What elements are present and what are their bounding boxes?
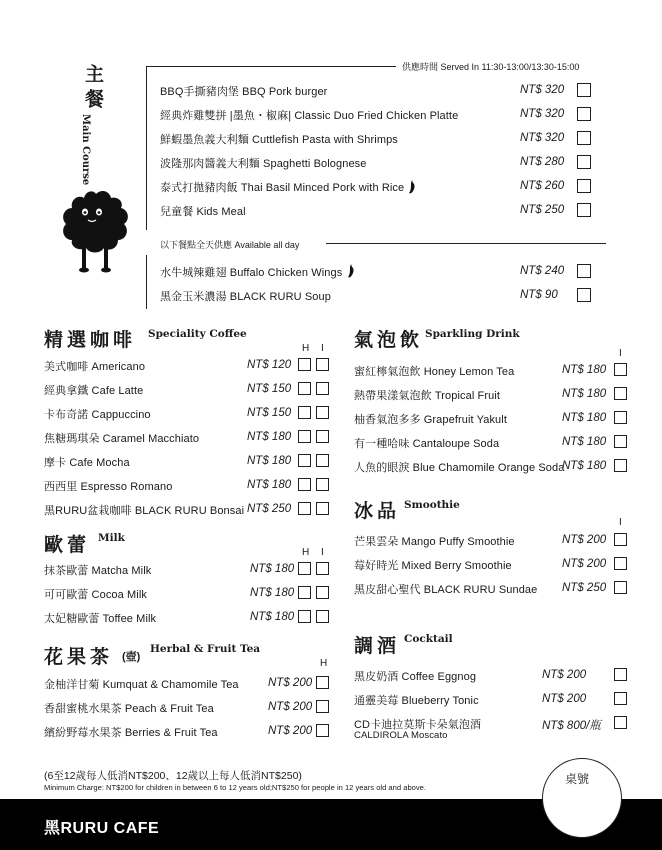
milk-checkbox-hot[interactable] — [298, 610, 311, 623]
cocktail-title: 調酒 — [354, 635, 401, 657]
allday-checkbox-order[interactable] — [577, 264, 591, 278]
main-checkbox-order[interactable] — [577, 83, 591, 97]
milk-item-price: NT$ 180 — [250, 611, 295, 623]
sparkling-checkbox-ice[interactable] — [614, 411, 627, 424]
milk-ice-header: I — [321, 547, 324, 558]
smoothie-title: 冰品 — [354, 500, 401, 522]
smoothie-item-price: NT$ 250 — [562, 582, 607, 594]
allday-item-price: NT$ 90 — [520, 289, 558, 301]
tea-checkbox-hot[interactable] — [316, 724, 329, 737]
main-item-price: NT$ 250 — [520, 204, 565, 216]
milk-item-price: NT$ 180 — [250, 587, 295, 599]
tea-checkbox-hot[interactable] — [316, 676, 329, 689]
main-course-title-cn: 主餐 — [82, 64, 104, 114]
coffee-item-price: NT$ 150 — [247, 383, 292, 395]
allday-item-name: 黑金玉米濃湯 BLACK RURU Soup — [160, 291, 331, 303]
sparkling-item-name: 人魚的眼淚 Blue Chamomile Orange Soda — [354, 462, 565, 474]
main-item-name: 兒童餐 Kids Meal — [160, 206, 246, 218]
milk-item-name: 太妃糖歐蕾 Toffee Milk — [44, 613, 157, 625]
coffee-checkbox-ice[interactable] — [316, 430, 329, 443]
coffee-checkbox-hot[interactable] — [298, 454, 311, 467]
sparkling-title: 氣泡飲 — [354, 329, 424, 351]
cocktail-item-name-en: CALDIROLA Moscato — [354, 730, 448, 741]
cocktail-checkbox-order[interactable] — [614, 692, 627, 705]
main-item-price: NT$ 320 — [520, 84, 565, 96]
min-charge-cn: (6至12歲每人低消NT$200、12歲以上每人低消NT$250) — [44, 770, 302, 782]
coffee-checkbox-hot[interactable] — [298, 406, 311, 419]
sparkling-checkbox-ice[interactable] — [614, 435, 627, 448]
coffee-item-price: NT$ 180 — [247, 455, 292, 467]
main-checkbox-order[interactable] — [577, 155, 591, 169]
sparkling-item-price: NT$ 180 — [562, 364, 607, 376]
coffee-item-price: NT$ 150 — [247, 407, 292, 419]
allday-bracket — [146, 255, 147, 309]
main-checkbox-order[interactable] — [577, 203, 591, 217]
milk-checkbox-ice[interactable] — [316, 610, 329, 623]
cocktail-title-en: Cocktail — [404, 633, 453, 645]
coffee-item-name: 卡布奇諾 Cappuccino — [44, 409, 151, 421]
smoothie-item-name: 黑皮甜心聖代 BLACK RURU Sundae — [354, 584, 538, 596]
allday-line — [326, 243, 606, 244]
tea-item-name: 香甜蜜桃水果茶 Peach & Fruit Tea — [44, 703, 214, 715]
coffee-item-name: 黑RURU盆栽咖啡 BLACK RURU Bonsai — [44, 505, 245, 517]
allday-item-price: NT$ 240 — [520, 265, 565, 277]
main-item-price: NT$ 320 — [520, 132, 565, 144]
cocktail-item-price: NT$ 200 — [542, 669, 587, 681]
coffee-checkbox-ice[interactable] — [316, 406, 329, 419]
coffee-checkbox-ice[interactable] — [316, 478, 329, 491]
milk-item-price: NT$ 180 — [250, 563, 295, 575]
service-hours: 供應時間 Served In 11:30-13:00/13:30-15:00 — [402, 62, 580, 72]
coffee-item-name: 美式咖啡 Americano — [44, 361, 146, 373]
sparkling-item-name: 有一種哈味 Cantaloupe Soda — [354, 438, 500, 450]
coffee-checkbox-ice[interactable] — [316, 454, 329, 467]
coffee-checkbox-hot[interactable] — [298, 382, 311, 395]
main-item-name: 波隆那肉醬義大利麵 Spaghetti Bolognese — [160, 158, 367, 170]
cocktail-item-name: 通靈美莓 Blueberry Tonic — [354, 695, 479, 707]
sparkling-checkbox-ice[interactable] — [614, 363, 627, 376]
coffee-ice-header: I — [321, 343, 324, 354]
sparkling-checkbox-ice[interactable] — [614, 387, 627, 400]
coffee-checkbox-ice[interactable] — [316, 382, 329, 395]
min-charge-en: Minimum Charge: NT$200 for children in between 6 to 12 years old;NT$250 for people in 12 years old and above. — [44, 783, 427, 792]
coffee-checkbox-ice[interactable] — [316, 502, 329, 515]
brand-logo: 黑RURU CAFE — [44, 820, 160, 837]
sparkling-item-price: NT$ 180 — [562, 460, 607, 472]
milk-title: 歐蕾 — [44, 534, 91, 556]
main-item-price: NT$ 260 — [520, 180, 565, 192]
tea-hot-header: H — [320, 658, 328, 669]
milk-checkbox-hot[interactable] — [298, 586, 311, 599]
main-course-title-en: Main Course — [80, 114, 91, 186]
tea-item-name: 金柚洋甘菊 Kumquat & Chamomile Tea — [44, 679, 239, 691]
coffee-checkbox-hot[interactable] — [298, 430, 311, 443]
smoothie-item-price: NT$ 200 — [562, 558, 607, 570]
smoothie-checkbox-ice[interactable] — [614, 581, 627, 594]
smoothie-ice-header: I — [619, 517, 622, 528]
coffee-checkbox-ice[interactable] — [316, 358, 329, 371]
main-item-name: 經典炸雞雙拼 |墨魚・椒麻| Classic Duo Fried Chicken Platte — [160, 110, 459, 122]
coffee-item-price: NT$ 180 — [247, 479, 292, 491]
main-item-name: BBQ手撕豬肉堡 BBQ Pork burger — [160, 86, 328, 98]
allday-item-name: 水牛城辣雞翅 Buffalo Chicken Wings — [160, 267, 343, 279]
coffee-item-name: 摩卡 Cafe Mocha — [44, 457, 130, 469]
main-item-name: 鮮蝦墨魚義大利麵 Cuttlefish Pasta with Shrimps — [160, 134, 398, 146]
sparkling-title-en: Sparkling Drink — [425, 328, 520, 340]
milk-title-en: Milk — [98, 532, 125, 544]
smoothie-item-name: 莓好時光 Mixed Berry Smoothie — [354, 560, 512, 572]
sparkling-item-name: 熱帶果漾氣泡飲 Tropical Fruit — [354, 390, 501, 402]
cocktail-checkbox-order[interactable] — [614, 668, 627, 681]
coffee-checkbox-hot[interactable] — [298, 358, 311, 371]
coffee-item-name: 西西里 Espresso Romano — [44, 481, 173, 493]
allday-checkbox-order[interactable] — [577, 288, 591, 302]
coffee-title-en: Speciality Coffee — [148, 328, 247, 340]
sparkling-checkbox-ice[interactable] — [614, 459, 627, 472]
chili-icon — [408, 180, 416, 194]
chili-icon — [347, 264, 355, 278]
main-item-price: NT$ 280 — [520, 156, 565, 168]
smoothie-item-name: 芒果雲朵 Mango Puffy Smoothie — [354, 536, 515, 548]
tea-title-note: (壺) — [122, 651, 141, 663]
coffee-item-name: 焦糖瑪琪朵 Caramel Macchiato — [44, 433, 200, 445]
tea-item-name: 繽紛野莓水果茶 Berries & Fruit Tea — [44, 727, 218, 739]
smoothie-checkbox-ice[interactable] — [614, 533, 627, 546]
cocktail-item-name: CD卡迪拉莫斯卡朵氣泡酒 — [354, 719, 482, 731]
coffee-item-price: NT$ 250 — [247, 503, 292, 515]
cocktail-item-price: NT$ 800/瓶 — [542, 720, 601, 732]
sparkling-item-price: NT$ 180 — [562, 412, 607, 424]
sparkling-item-name: 柚香氣泡多多 Grapefruit Yakult — [354, 414, 507, 426]
sparkling-item-price: NT$ 180 — [562, 388, 607, 400]
main-checkbox-order[interactable] — [577, 179, 591, 193]
coffee-checkbox-hot[interactable] — [298, 478, 311, 491]
milk-checkbox-ice[interactable] — [316, 586, 329, 599]
tea-item-price: NT$ 200 — [268, 725, 313, 737]
tea-item-price: NT$ 200 — [268, 677, 313, 689]
tea-title-en: Herbal & Fruit Tea — [150, 643, 261, 655]
milk-item-name: 可可歐蕾 Cocoa Milk — [44, 589, 147, 601]
smoothie-title-en: Smoothie — [404, 499, 460, 511]
main-item-price: NT$ 320 — [520, 108, 565, 120]
coffee-item-price: NT$ 180 — [247, 431, 292, 443]
main-checkbox-order[interactable] — [577, 107, 591, 121]
smoothie-item-price: NT$ 200 — [562, 534, 607, 546]
cocktail-checkbox-order[interactable] — [614, 716, 627, 729]
coffee-item-name: 經典拿鐵 Cafe Latte — [44, 385, 144, 397]
main-course-title — [80, 64, 102, 114]
sheep-mascot — [58, 188, 134, 274]
milk-item-name: 抹茶歐蕾 Matcha Milk — [44, 565, 152, 577]
tea-title: 花果茶 — [44, 646, 114, 668]
smoothie-checkbox-ice[interactable] — [614, 557, 627, 570]
milk-checkbox-ice[interactable] — [316, 562, 329, 575]
cocktail-item-price: NT$ 200 — [542, 693, 587, 705]
main-item-name: 泰式打拋豬肉飯 Thai Basil Minced Pork with Rice — [160, 182, 405, 194]
coffee-checkbox-hot[interactable] — [298, 502, 311, 515]
tea-checkbox-hot[interactable] — [316, 700, 329, 713]
sparkling-ice-header: I — [619, 348, 622, 359]
coffee-item-price: NT$ 120 — [247, 359, 292, 371]
tea-item-price: NT$ 200 — [268, 701, 313, 713]
table-number-label: 桌號 — [565, 772, 590, 786]
coffee-title: 精選咖啡 — [44, 329, 137, 351]
sparkling-item-name: 蜜紅檸氣泡飲 Honey Lemon Tea — [354, 366, 515, 378]
main-checkbox-order[interactable] — [577, 131, 591, 145]
milk-checkbox-hot[interactable] — [298, 562, 311, 575]
main-course-bracket — [146, 66, 147, 230]
milk-hot-header: H — [302, 547, 310, 558]
allday-note: 以下餐點全天供應 Available all day — [160, 240, 300, 250]
service-hours-line — [146, 66, 396, 67]
coffee-hot-header: H — [302, 343, 310, 354]
sparkling-item-price: NT$ 180 — [562, 436, 607, 448]
cocktail-item-name: 黑皮奶酒 Coffee Eggnog — [354, 671, 477, 683]
